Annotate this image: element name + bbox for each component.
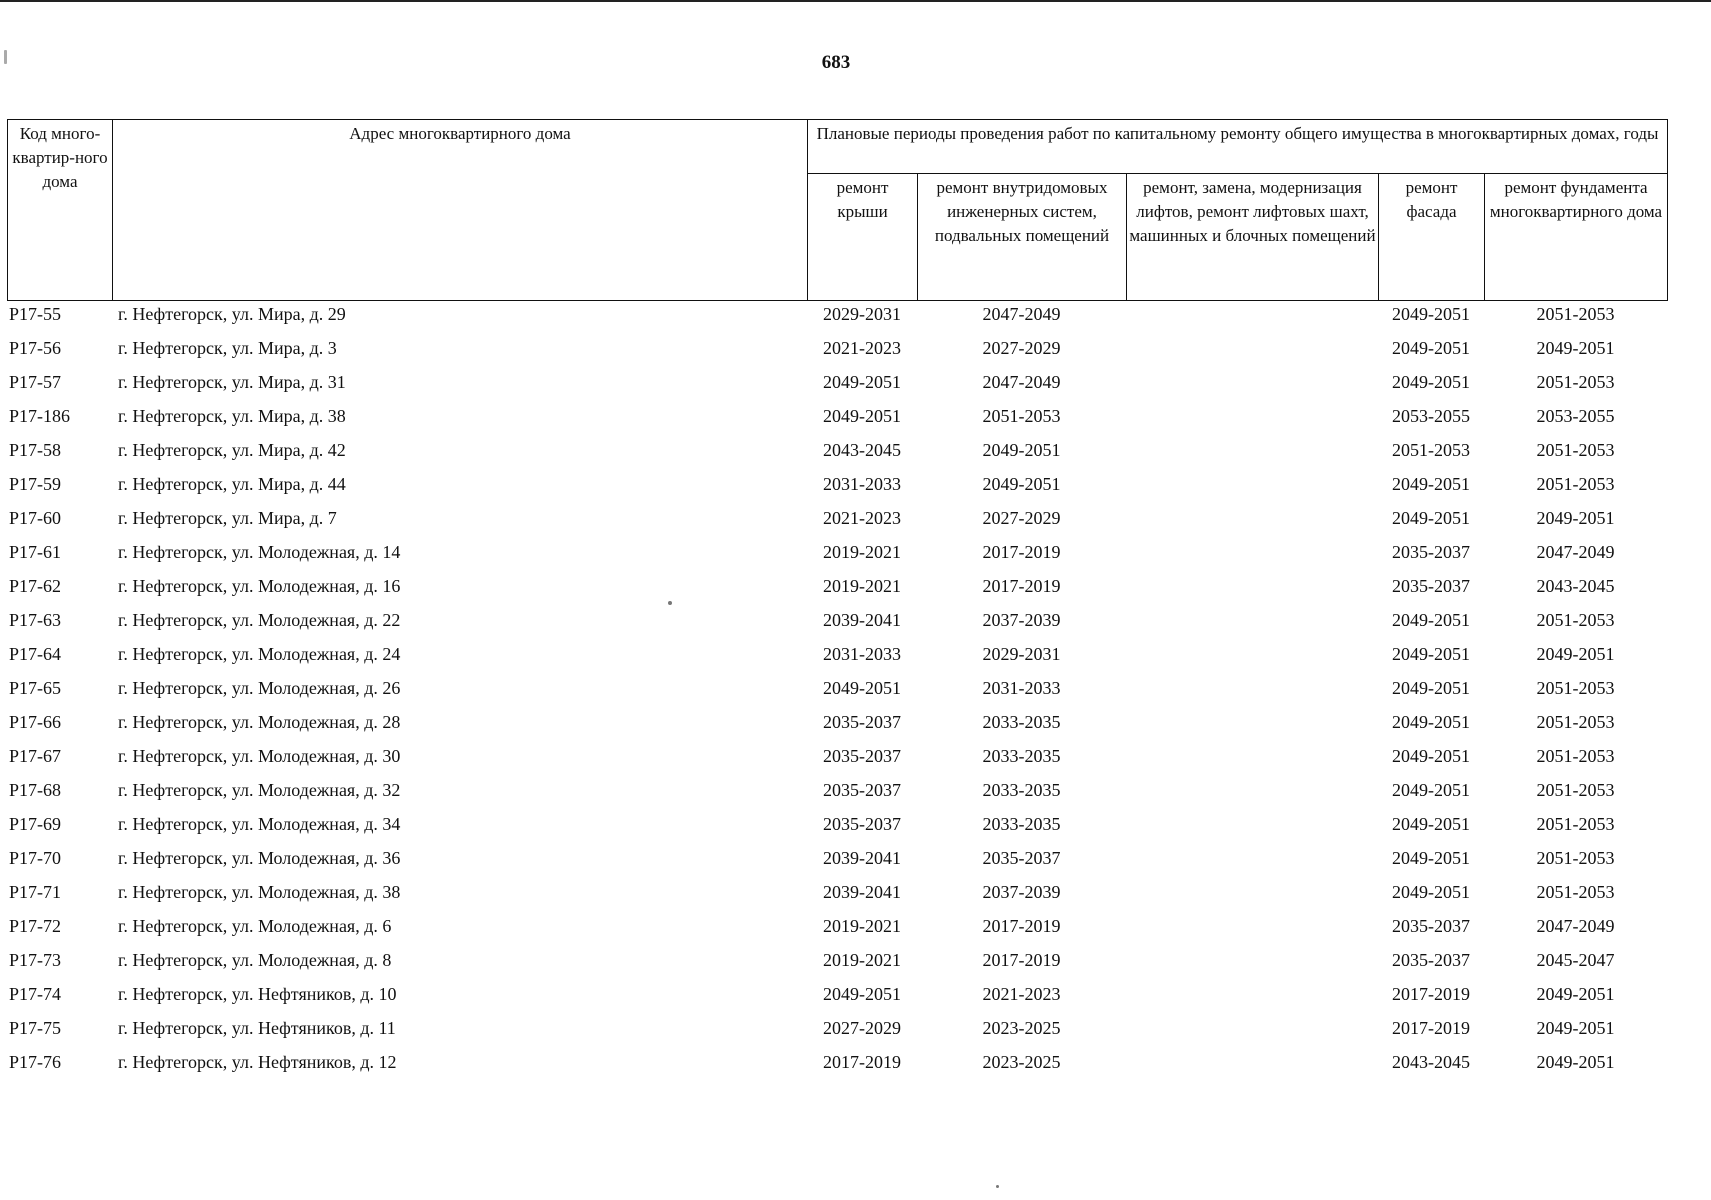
cell-roof: 2019-2021 [823, 950, 901, 970]
table-row [7, 916, 1667, 950]
cell-roof: 2017-2019 [823, 1052, 901, 1072]
cell-facade: 2049-2051 [1392, 712, 1470, 732]
cell-facade: 2049-2051 [1392, 474, 1470, 494]
cell-elevators [1126, 372, 1378, 406]
cell-foundation: 2045-2047 [1536, 950, 1615, 970]
cell-roof: 2035-2037 [823, 780, 901, 800]
cell-foundation: 2051-2053 [1536, 678, 1615, 698]
cell-code: P17-73 [9, 950, 62, 970]
cell-facade: 2049-2051 [1392, 304, 1470, 324]
cell-facade: 2049-2051 [1392, 508, 1470, 528]
cell-code: P17-69 [9, 814, 62, 834]
header-facade: ремонт фасада [1379, 174, 1485, 301]
cell-address: г. Нефтегорск, ул. Молодежная, д. 36 [118, 848, 401, 868]
cell-address: г. Нефтегорск, ул. Молодежная, д. 16 [118, 576, 401, 596]
table-row [7, 406, 1667, 440]
cell-elevators [1126, 440, 1378, 474]
cell-facade: 2049-2051 [1392, 644, 1470, 664]
table-row [7, 950, 1667, 984]
cell-foundation: 2051-2053 [1536, 474, 1615, 494]
table-row [7, 644, 1667, 678]
cell-elevators [1126, 712, 1378, 746]
cell-foundation: 2051-2053 [1536, 440, 1615, 460]
cell-engineering: 2029-2031 [982, 644, 1061, 664]
cell-code: P17-76 [9, 1052, 62, 1072]
header-roof: ремонт крыши [808, 174, 918, 301]
cell-engineering: 2049-2051 [982, 474, 1061, 494]
cell-code: P17-75 [9, 1018, 62, 1038]
cell-foundation: 2051-2053 [1536, 848, 1615, 868]
table-row [7, 882, 1667, 916]
cell-engineering: 2049-2051 [982, 440, 1061, 460]
table-row [7, 576, 1667, 610]
cell-address: г. Нефтегорск, ул. Молодежная, д. 22 [118, 610, 401, 630]
cell-code: P17-59 [9, 474, 62, 494]
cell-foundation: 2051-2053 [1536, 882, 1615, 902]
header-address: Адрес многоквартирного дома [113, 120, 808, 301]
cell-address: г. Нефтегорск, ул. Молодежная, д. 30 [118, 746, 401, 766]
cell-foundation: 2051-2053 [1536, 712, 1615, 732]
page-number: 683 [821, 52, 851, 73]
cell-address: г. Нефтегорск, ул. Мира, д. 38 [118, 406, 346, 426]
cell-address: г. Нефтегорск, ул. Молодежная, д. 38 [118, 882, 401, 902]
cell-engineering: 2033-2035 [982, 712, 1061, 732]
table-row [7, 338, 1667, 372]
cell-elevators [1126, 576, 1378, 610]
table-row [7, 610, 1667, 644]
cell-elevators [1126, 848, 1378, 882]
scan-top-line [0, 0, 1711, 2]
cell-roof: 2035-2037 [823, 712, 901, 732]
cell-facade: 2049-2051 [1392, 814, 1470, 834]
cell-engineering: 2047-2049 [982, 304, 1061, 324]
cell-address: г. Нефтегорск, ул. Нефтяников, д. 10 [118, 984, 397, 1004]
cell-engineering: 2027-2029 [982, 508, 1061, 528]
cell-roof: 2029-2031 [823, 304, 901, 324]
cell-foundation: 2049-2051 [1536, 338, 1615, 358]
cell-engineering: 2051-2053 [982, 406, 1061, 426]
cell-code: P17-56 [9, 338, 62, 358]
cell-roof: 2049-2051 [823, 372, 901, 392]
cell-facade: 2049-2051 [1392, 780, 1470, 800]
cell-facade: 2049-2051 [1392, 372, 1470, 392]
cell-foundation: 2051-2053 [1536, 610, 1615, 630]
cell-code: P17-55 [9, 304, 62, 324]
cell-roof: 2049-2051 [823, 678, 901, 698]
cell-roof: 2031-2033 [823, 474, 901, 494]
cell-roof: 2049-2051 [823, 984, 901, 1004]
table-row [7, 746, 1667, 780]
cell-code: P17-67 [9, 746, 62, 766]
cell-address: г. Нефтегорск, ул. Мира, д. 3 [118, 338, 337, 358]
cell-engineering: 2035-2037 [982, 848, 1061, 868]
cell-address: г. Нефтегорск, ул. Мира, д. 44 [118, 474, 346, 494]
table-row [7, 542, 1667, 576]
table-row [7, 780, 1667, 814]
cell-roof: 2049-2051 [823, 406, 901, 426]
cell-foundation: 2051-2053 [1536, 814, 1615, 834]
cell-address: г. Нефтегорск, ул. Молодежная, д. 28 [118, 712, 401, 732]
header-engineering: ремонт внутридомовых инженерных систем, подвальных помещений [918, 174, 1127, 301]
scan-speck [4, 50, 7, 64]
cell-foundation: 2049-2051 [1536, 1018, 1615, 1038]
cell-engineering: 2017-2019 [982, 542, 1061, 562]
cell-code: P17-74 [9, 984, 62, 1004]
cell-elevators [1126, 406, 1378, 440]
cell-elevators [1126, 474, 1378, 508]
cell-address: г. Нефтегорск, ул. Молодежная, д. 32 [118, 780, 401, 800]
cell-code: P17-68 [9, 780, 62, 800]
cell-facade: 2049-2051 [1392, 338, 1470, 358]
cell-facade: 2017-2019 [1392, 1018, 1470, 1038]
cell-elevators [1126, 916, 1378, 950]
cell-engineering: 2037-2039 [982, 610, 1061, 630]
cell-facade: 2035-2037 [1392, 916, 1470, 936]
cell-code: P17-71 [9, 882, 62, 902]
cell-roof: 2031-2033 [823, 644, 901, 664]
cell-elevators [1126, 1052, 1378, 1086]
table-row [7, 508, 1667, 542]
cell-code: P17-64 [9, 644, 62, 664]
cell-address: г. Нефтегорск, ул. Нефтяников, д. 12 [118, 1052, 397, 1072]
cell-elevators [1126, 984, 1378, 1018]
cell-address: г. Нефтегорск, ул. Мира, д. 7 [118, 508, 337, 528]
cell-elevators [1126, 746, 1378, 780]
cell-address: г. Нефтегорск, ул. Молодежная, д. 6 [118, 916, 392, 936]
cell-engineering: 2023-2025 [982, 1052, 1061, 1072]
cell-code: P17-58 [9, 440, 62, 460]
cell-foundation: 2049-2051 [1536, 1052, 1615, 1072]
cell-engineering: 2017-2019 [982, 576, 1061, 596]
cell-elevators [1126, 338, 1378, 372]
cell-facade: 2051-2053 [1392, 440, 1470, 460]
cell-facade: 2049-2051 [1392, 746, 1470, 766]
cell-facade: 2035-2037 [1392, 950, 1470, 970]
cell-foundation: 2051-2053 [1536, 780, 1615, 800]
cell-code: P17-60 [9, 508, 62, 528]
cell-foundation: 2053-2055 [1536, 406, 1615, 426]
cell-elevators [1126, 882, 1378, 916]
cell-code: P17-57 [9, 372, 62, 392]
table-body [7, 304, 1667, 1086]
table-row [7, 678, 1667, 712]
cell-foundation: 2051-2053 [1536, 304, 1615, 324]
cell-roof: 2019-2021 [823, 916, 901, 936]
cell-roof: 2039-2041 [823, 882, 901, 902]
cell-foundation: 2047-2049 [1536, 542, 1615, 562]
cell-code: P17-65 [9, 678, 62, 698]
cell-foundation: 2043-2045 [1536, 576, 1615, 596]
cell-code: P17-70 [9, 848, 62, 868]
cell-address: г. Нефтегорск, ул. Молодежная, д. 24 [118, 644, 401, 664]
cell-elevators [1126, 678, 1378, 712]
cell-elevators [1126, 814, 1378, 848]
cell-elevators [1126, 304, 1378, 338]
cell-code: P17-66 [9, 712, 62, 732]
cell-foundation: 2049-2051 [1536, 644, 1615, 664]
cell-roof: 2039-2041 [823, 610, 901, 630]
cell-roof: 2039-2041 [823, 848, 901, 868]
cell-address: г. Нефтегорск, ул. Молодежная, д. 34 [118, 814, 401, 834]
cell-engineering: 2037-2039 [982, 882, 1061, 902]
cell-engineering: 2033-2035 [982, 814, 1061, 834]
cell-engineering: 2021-2023 [982, 984, 1061, 1004]
table-row [7, 984, 1667, 1018]
cell-roof: 2019-2021 [823, 576, 901, 596]
cell-address: г. Нефтегорск, ул. Молодежная, д. 14 [118, 542, 401, 562]
cell-roof: 2035-2037 [823, 814, 901, 834]
cell-facade: 2035-2037 [1392, 542, 1470, 562]
cell-engineering: 2047-2049 [982, 372, 1061, 392]
cell-foundation: 2047-2049 [1536, 916, 1615, 936]
cell-code: P17-62 [9, 576, 62, 596]
header-code: Код много-квартир-ного дома [8, 120, 113, 301]
cell-roof: 2027-2029 [823, 1018, 901, 1038]
cell-roof: 2035-2037 [823, 746, 901, 766]
cell-roof: 2021-2023 [823, 508, 901, 528]
cell-address: г. Нефтегорск, ул. Мира, д. 31 [118, 372, 346, 392]
cell-engineering: 2023-2025 [982, 1018, 1061, 1038]
scan-speck [996, 1185, 999, 1188]
table-row [7, 440, 1667, 474]
cell-engineering: 2017-2019 [982, 916, 1061, 936]
table-row [7, 372, 1667, 406]
header-periods: Плановые периоды проведения работ по капитальному ремонту общего имущества в многоквартирных домах, годы [808, 120, 1668, 174]
cell-elevators [1126, 1018, 1378, 1052]
cell-address: г. Нефтегорск, ул. Мира, д. 29 [118, 304, 346, 324]
cell-foundation: 2051-2053 [1536, 372, 1615, 392]
table-row [7, 848, 1667, 882]
cell-elevators [1126, 950, 1378, 984]
table-row [7, 814, 1667, 848]
cell-foundation: 2049-2051 [1536, 984, 1615, 1004]
cell-facade: 2049-2051 [1392, 882, 1470, 902]
header-foundation: ремонт фундамента многоквартирного дома [1485, 174, 1668, 301]
cell-elevators [1126, 508, 1378, 542]
cell-facade: 2053-2055 [1392, 406, 1470, 426]
cell-facade: 2049-2051 [1392, 610, 1470, 630]
scan-speck [668, 601, 672, 605]
cell-address: г. Нефтегорск, ул. Мира, д. 42 [118, 440, 346, 460]
cell-code: P17-63 [9, 610, 62, 630]
cell-engineering: 2033-2035 [982, 780, 1061, 800]
table-row [7, 474, 1667, 508]
cell-roof: 2043-2045 [823, 440, 901, 460]
cell-engineering: 2017-2019 [982, 950, 1061, 970]
table-row [7, 1052, 1667, 1086]
cell-facade: 2043-2045 [1392, 1052, 1470, 1072]
cell-facade: 2049-2051 [1392, 848, 1470, 868]
table-row [7, 1018, 1667, 1052]
cell-code: P17-186 [9, 406, 71, 426]
cell-roof: 2019-2021 [823, 542, 901, 562]
table-row [7, 712, 1667, 746]
header-elevators: ремонт, замена, модернизация лифтов, ремонт лифтовых шахт, машинных и блочных помещений [1127, 174, 1379, 301]
cell-roof: 2021-2023 [823, 338, 901, 358]
cell-engineering: 2031-2033 [982, 678, 1061, 698]
table-rows [7, 304, 1667, 1086]
cell-elevators [1126, 610, 1378, 644]
cell-elevators [1126, 780, 1378, 814]
cell-address: г. Нефтегорск, ул. Нефтяников, д. 11 [118, 1018, 396, 1038]
cell-facade: 2017-2019 [1392, 984, 1470, 1004]
cell-facade: 2049-2051 [1392, 678, 1470, 698]
table-header [7, 119, 1668, 301]
cell-facade: 2035-2037 [1392, 576, 1470, 596]
cell-code: P17-61 [9, 542, 62, 562]
cell-code: P17-72 [9, 916, 62, 936]
table-row [7, 304, 1667, 338]
cell-engineering: 2027-2029 [982, 338, 1061, 358]
cell-elevators [1126, 542, 1378, 576]
cell-engineering: 2033-2035 [982, 746, 1061, 766]
cell-foundation: 2051-2053 [1536, 746, 1615, 766]
cell-foundation: 2049-2051 [1536, 508, 1615, 528]
cell-elevators [1126, 644, 1378, 678]
cell-address: г. Нефтегорск, ул. Молодежная, д. 8 [118, 950, 392, 970]
cell-address: г. Нефтегорск, ул. Молодежная, д. 26 [118, 678, 401, 698]
